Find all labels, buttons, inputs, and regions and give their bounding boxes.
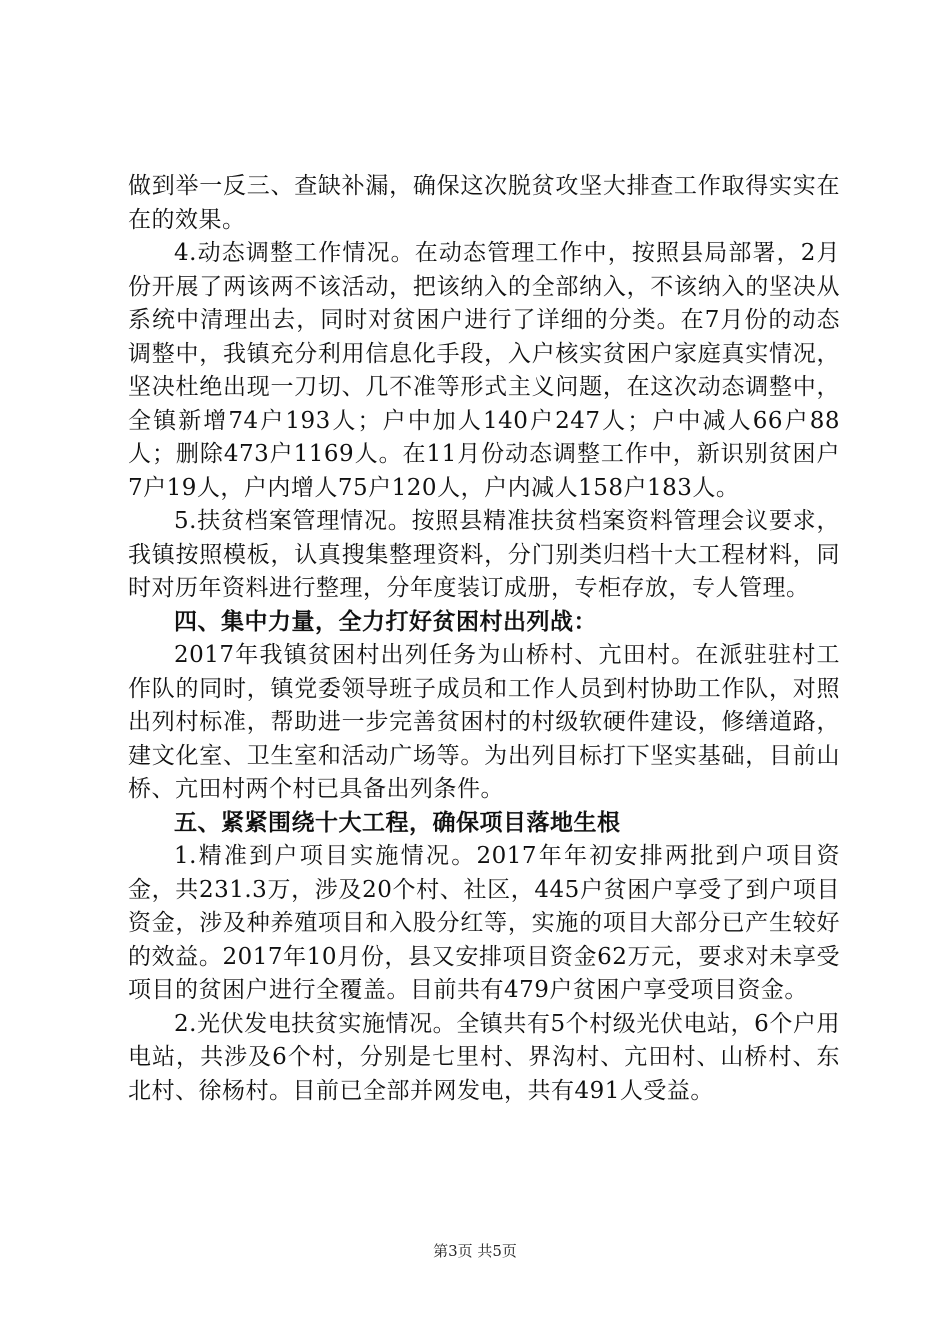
section-heading-five: 五、紧紧围绕十大工程，确保项目落地生根 (174, 809, 621, 836)
page-number-footer: 第3页 共5页 (433, 1242, 517, 1260)
paragraph-solar-power: 2.光伏发电扶贫实施情况。全镇共有5个村级光伏电站，6个户用电站，共涉及6个村，分别是七里村、界沟村、亢田村、山桥村、东北村、徐杨村。目前已全部并网发电，共有491人受益。 (128, 1010, 840, 1104)
section-heading-four: 四、集中力量，全力打好贫困村出列战： (174, 608, 597, 635)
paragraph-household-projects: 1.精准到户项目实施情况。2017年年初安排两批到户项目资金，共231.3万，涉及20个村、社区，445户贫困户享受了到户项目资金，涉及种养殖项目和入股分红等，实施的项目大部分已产生较好的效益。2017年10月份，县又安排项目资金62万元，要求对未享受项目的贫困户进行全覆盖。目前共有479户贫困户享受项目资金。 (128, 843, 840, 1003)
document-body (128, 170, 840, 1108)
paragraph-continuation: 做到举一反三、查缺补漏，确保这次脱贫攻坚大排查工作取得实实在在的效果。 (128, 173, 840, 233)
paragraph-village-exit: 2017年我镇贫困村出列任务为山桥村、亢田村。在派驻驻村工作队的同时，镇党委领导班子成员和工作人员到村协助工作队，对照出列村标准，帮助进一步完善贫困村的村级软硬件建设，修缮道路，建文化室、卫生室和活动广场等。为出列目标打下坚实基础，目前山桥、亢田村两个村已具备出列条件。 (128, 642, 840, 802)
paragraph-archive-management: 5.扶贫档案管理情况。按照县精准扶贫档案资料管理会议要求，我镇按照模板，认真搜集整理资料，分门别类归档十大工程材料，同时对历年资料进行整理，分年度装订成册，专柜存放，专人管理。 (128, 508, 840, 601)
paragraph-dynamic-adjustment: 4.动态调整工作情况。在动态管理工作中，按照县局部署，2月份开展了两该两不该活动，把该纳入的全部纳入，不该纳入的坚决从系统中清理出去，同时对贫困户进行了详细的分类。在7月份的动态调整中，我镇充分利用信息化手段，入户核实贫困户家庭真实情况，坚决杜绝出现一刀切、几不准等形式主义问题，在这次动态调整中，全镇新增74户193人；户中加人140户247人；户中减人66户88人；删除473户1169人。在11月份动态调整工作中，新识别贫困户7户19人，户内增人75户120人，户内减人158户183人。 (128, 240, 840, 501)
